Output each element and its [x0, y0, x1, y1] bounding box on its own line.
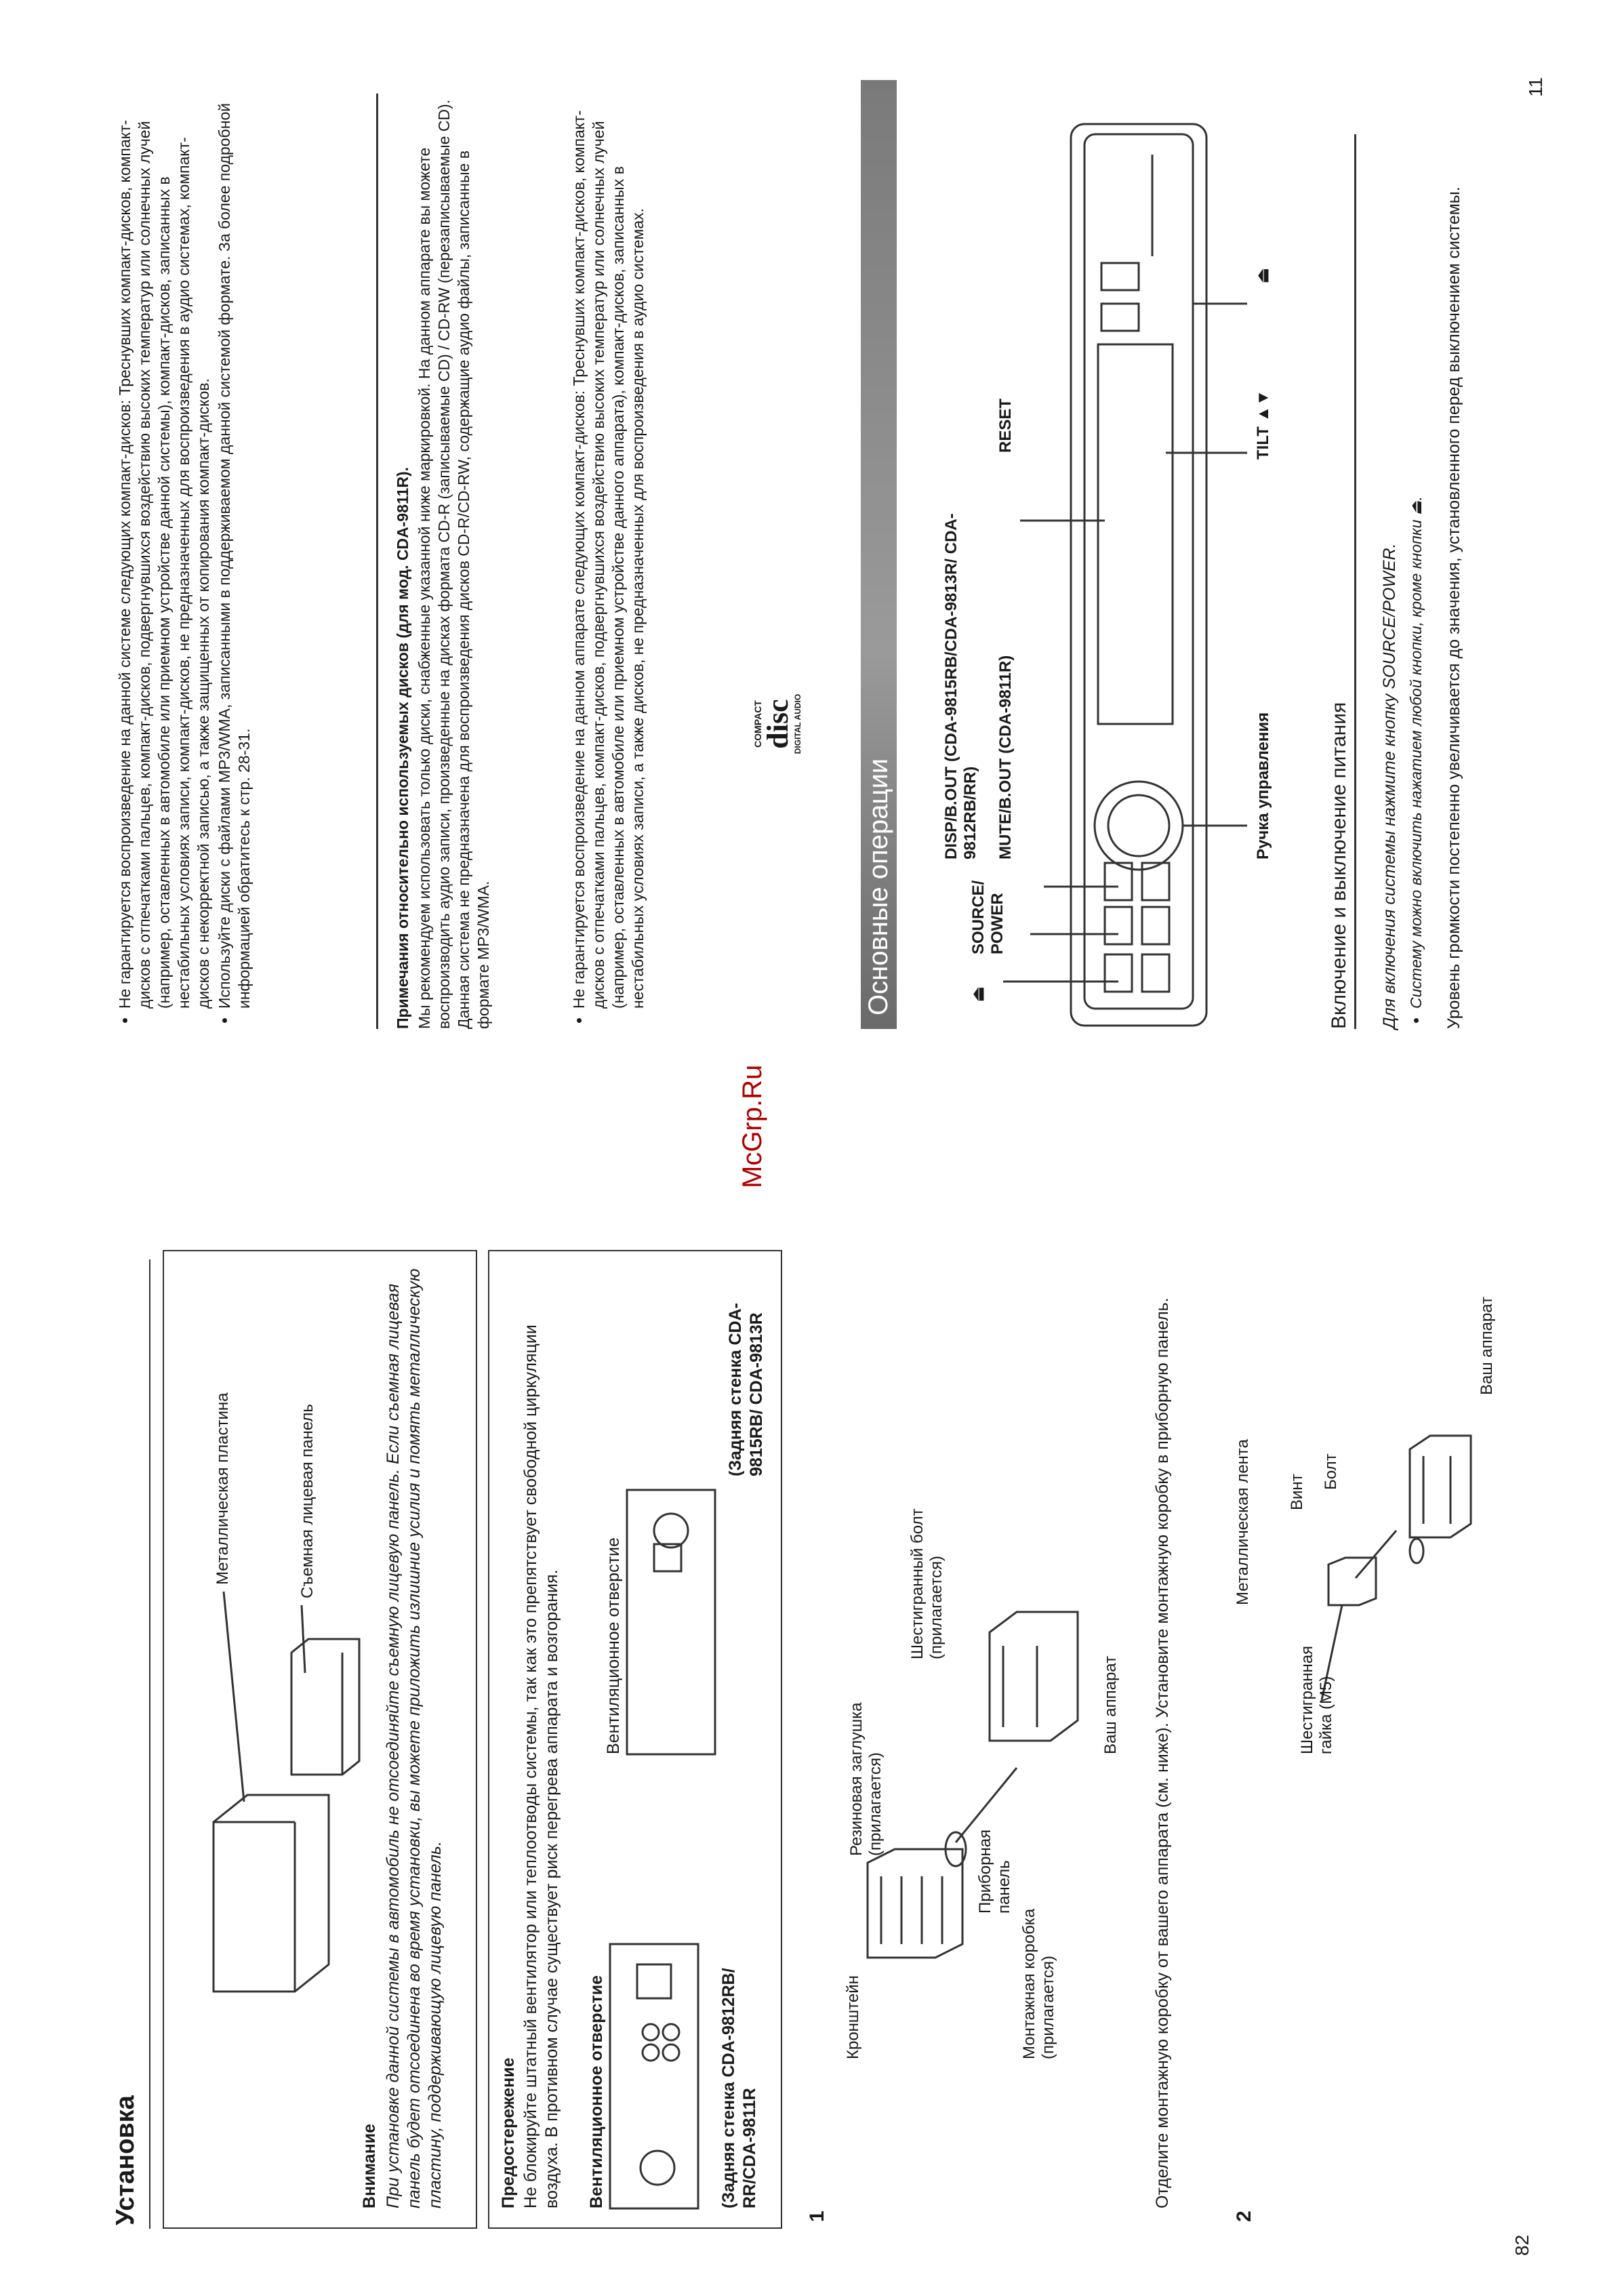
cd-bullet-3: • Не гарантируется воспроизведение на данном аппарате следующих компакт-дисков: Треснувших компакт-дисков, компакт-дисков с отпечатками пальцев, компакт-дисков, подвергнувшихся воздействию высоких температур или солнечных лучей (например, оставленных в автомобиле или приемном устройстве данного аппарата), компакт-дисков, записанных в нестабильных условиях записи, а также дисков, не предназначенных для воспроизведения в аудио системах.	[569, 94, 648, 1009]
title-rule	[149, 1259, 150, 2229]
attention-title: Внимание	[360, 2124, 379, 2208]
power-note: • Систему можно включить нажатием любой кнопки, кроме кнопки ⏏.	[1406, 94, 1426, 1009]
power-rule	[1354, 134, 1356, 1029]
logo-mark: disc	[761, 699, 794, 749]
caution-title: Предостережение	[499, 2057, 518, 2208]
rear-caption-1: (Задняя стенка CDA-9812RB/ RR/CDA-9811R	[719, 1968, 759, 2208]
install-title: Установка	[111, 2095, 140, 2225]
label-dash: Приборная панель	[976, 1829, 1013, 1914]
caution-text: Не блокируйте штатный вентилятор или теплоотводы системы, так как это препятствует свободной циркуляции воздуха. В противном случае существует риск перегрева аппарата и возгорания.	[521, 1325, 561, 2208]
label-eject-2: ⏏	[1254, 268, 1272, 283]
label-metal-tape: Металлическая лента	[1234, 1439, 1252, 1605]
label-eject: ⏏	[969, 986, 988, 1002]
fig-metal-plate-label: Металлическая пластина	[214, 1392, 232, 1585]
label-knob: Ручка управления	[1254, 712, 1272, 860]
cd-heading: Примечания относительно используемых дисков (для мод. CDA-9811R).	[394, 467, 411, 1029]
basic-ops-title: Основные операции	[861, 80, 897, 1029]
label-hex-nut: Шестигранная гайка (М5)	[1298, 1645, 1335, 1754]
step-1-number: 1	[806, 2210, 828, 2222]
power-heading: Включение и выключение питания	[1328, 702, 1350, 1029]
label-screw: Винт	[1288, 1474, 1306, 1510]
label-disp: DISP/B.OUT (CDA-9815RB/CDA-9813R/ CDA-9812RB/RR)	[942, 513, 979, 860]
watermark: McGrp.Ru	[737, 1064, 767, 1188]
cd-para: Мы рекомендуем использовать только диски, снабженные указанной ниже маркировкой. На данном аппарате вы можете воспроизводить аудио записи, произведенные на дисках формата CD-R (записываемые CD) / CD-RW (перезаписываемые CD). Данная система не предназначена для воспроизведения дисков CD-R/CD-RW, содержащие аудио файлы, записанные в формате MP3/WMA.	[415, 99, 492, 1029]
page-number-left: 82	[1511, 2234, 1532, 2256]
power-note-list	[1406, 94, 1427, 1029]
label-mute: MUTE/B.OUT (CDA-9811R)	[996, 655, 1015, 860]
label-mount-box: Монтажная коробка (прилагается)	[1020, 1908, 1057, 2059]
volume-text: Уровень громкости постепенно увеличивается до значения, установленного перед выключением системы.	[1444, 186, 1463, 1029]
step-1-text: Отделите монтажную коробку от вашего аппарата (см. ниже). Установите монтажную коробку в приборную панель.	[1153, 1297, 1172, 2208]
attention-text: При установке данной системы в автомобиль не отсоединяйте съемную лицевую панель. Если съемная лицевая панель будет отсоединена во время установки, вы можете приложить излишние усилия и помять металлическую пластину, поддерживающую лицевую панель.	[384, 1268, 445, 2208]
label-unit-2: Ваш аппарат	[1478, 1296, 1496, 1395]
cd-bullet-bottom-list	[569, 94, 649, 1029]
cd-bullets-top	[115, 94, 256, 1029]
label-source-power: SOURCE/ POWER	[969, 880, 1007, 954]
logo-line2: DIGITAL AUDIO	[793, 693, 803, 754]
vent-label-2: Вентиляционное отверстие	[604, 1537, 623, 1754]
label-unit-1: Ваш аппарат	[1101, 1655, 1120, 1754]
label-hex-bolt: Шестигранный болт (прилагается)	[908, 1508, 946, 1659]
logo-line1: COMPACT	[752, 700, 763, 748]
label-tilt: TILT ▲▼	[1254, 389, 1272, 460]
label-reset: RESET	[996, 398, 1015, 453]
rear-caption-2: (Задняя стенка CDA-9815RB/ CDA-9813R	[726, 1303, 766, 1476]
fig-front-panel-label: Съемная лицевая панель	[298, 1404, 317, 1598]
compact-disc-logo	[752, 687, 803, 761]
vent-label-1: Вентиляционное отверстие	[587, 1975, 606, 2208]
power-text: Для включения системы нажмите кнопку SOURCE/POWER.	[1380, 543, 1399, 1029]
step-2-number: 2	[1233, 2210, 1255, 2222]
label-bolt: Болт	[1322, 1453, 1340, 1490]
label-bracket: Кронштейн	[844, 1975, 862, 2059]
page-number-right: 11	[1525, 77, 1546, 97]
cd-bullet-2: • Используйте диски с файлами MP3/WMA, записанными в поддерживаемом данной системой формате. За более подробной информацией обратитесь к стр. 28-31.	[215, 94, 254, 1009]
cd-rule	[376, 94, 378, 1029]
label-rubber: Резиновая заглушка (прилагается)	[847, 1702, 885, 1856]
cd-bullet-1: • Не гарантируется воспроизведение на данной системе следующих компакт-дисков: Треснувших компакт-дисков, компакт-дисков с отпечатками пальцев, компакт-дисков, подвергнувшихся воздействию высоких температур или солнечных лучей (например, оставленных в автомобиле или приемном устройстве данной системы), компакт-дисков, записанных в нестабильных условиях записи, компакт-дисков, не предназначенных для воспроизведения в аудио системах, компакт-дисков с некорректной записью, а также защищенных от копирования компакт-дисков.	[115, 94, 214, 1009]
